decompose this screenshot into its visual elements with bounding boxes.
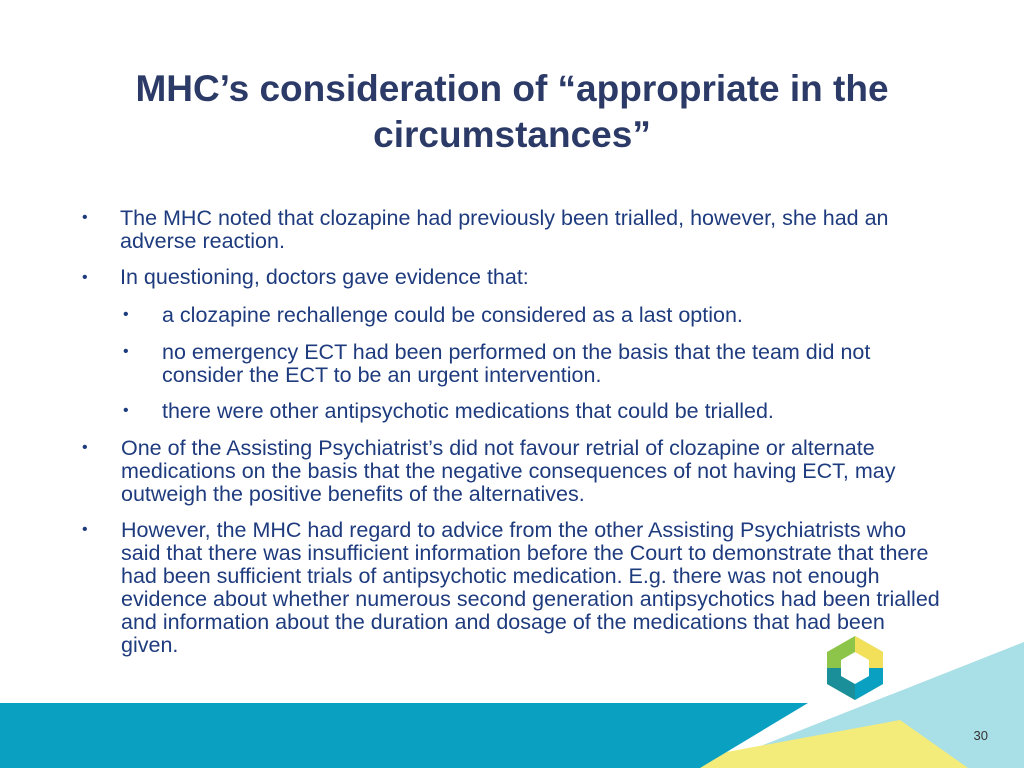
- sub-bullet-item: a clozapine rechallenge could be considered as a last option.: [162, 303, 743, 327]
- bullet-item: The MHC noted that clozapine had previously been trialled, however, she had an adverse reaction.: [120, 206, 889, 253]
- sub-bullet-marker: •: [123, 343, 129, 360]
- sub-bullet-marker: •: [123, 402, 129, 419]
- page-number: 30: [973, 728, 988, 743]
- footer-teal-band: [0, 703, 808, 768]
- bullet-item: One of the Assisting Psychiatrist’s did not favour retrial of clozapine or alternate medications on the basis that the negative consequences of not having ECT, may outweigh the positive benefits of the alternatives.: [121, 436, 896, 506]
- bullet-marker: •: [82, 209, 88, 226]
- bullet-marker: •: [82, 521, 88, 538]
- sub-bullet-item: no emergency ECT had been performed on the basis that the team did not consider the ECT to be an urgent intervention.: [162, 340, 871, 387]
- bullet-marker: •: [82, 439, 88, 456]
- bullet-item: However, the MHC had regard to advice from the other Assisting Psychiatrists who said that there was insufficient information before the Court to demonstrate that there had been sufficient trials of antipsychotic medication. E.g. there was not enough evidence about whether numerous second generation antipsychotics had been trialled and information about the duration and dosage of the medications that had been given.: [121, 518, 940, 657]
- slide-title: MHC’s consideration of “appropriate in the circumstances”: [135, 68, 889, 155]
- bullet-marker: •: [82, 269, 88, 286]
- sub-bullet-marker: •: [123, 306, 129, 323]
- sub-bullet-item: there were other antipsychotic medications that could be trialled.: [162, 399, 774, 423]
- bullet-item: In questioning, doctors gave evidence that:: [120, 265, 529, 289]
